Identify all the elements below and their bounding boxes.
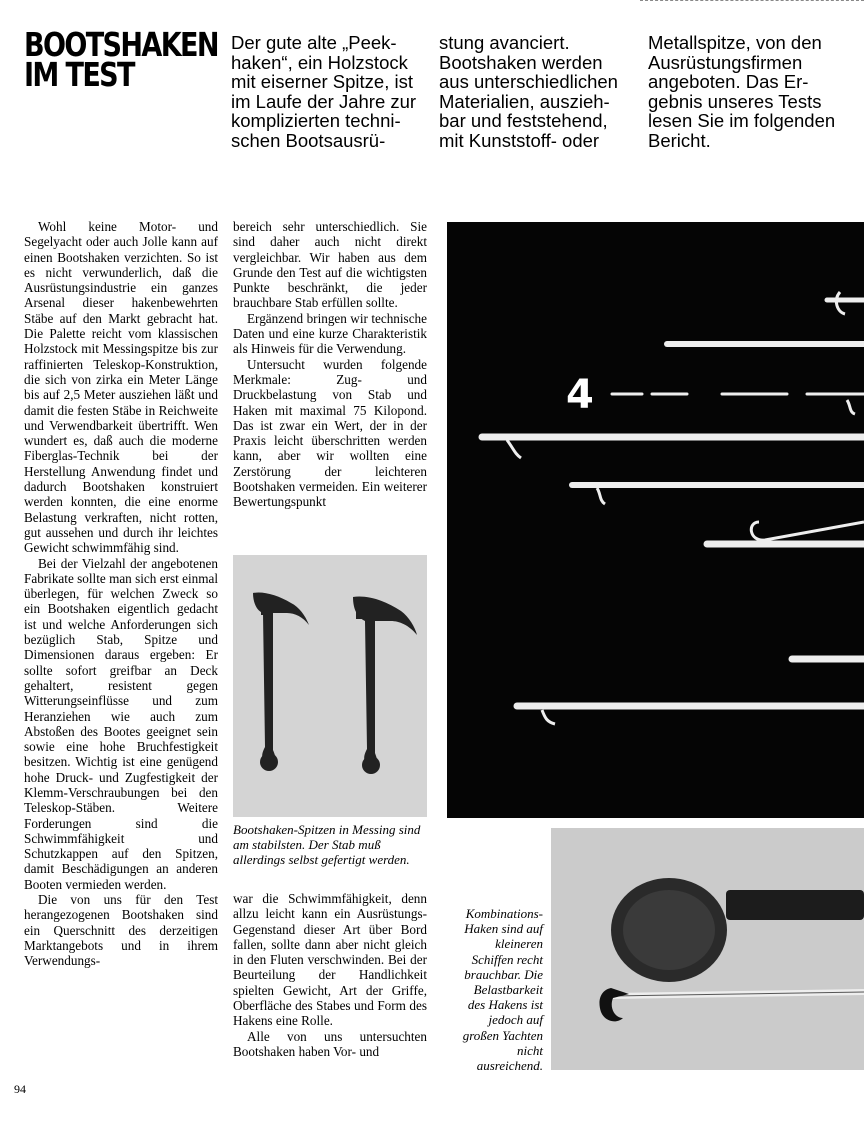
body-column-2-top <box>233 219 427 510</box>
intro-column-3 <box>648 33 860 151</box>
headline-line-2: IM TEST <box>24 55 134 94</box>
paragraph: bereich sehr unterschiedlich. Sie sind daher auch nicht direkt vergleichbar. Wir haben aus dem Grunde den Test auf die wichtigsten Punkte beschränkt, die jeder brauchbare Stab erfüllen sollte. <box>233 219 427 311</box>
paragraph: Alle von uns untersuchten Bootshaken haben Vor- und <box>233 1028 427 1059</box>
intro-column-1 <box>231 33 431 151</box>
paragraph: Bei der Vielzahl der angebotenen Fabrikate sollte man sich erst einmal überlegen, für welchen Zweck so ein Bootshaken eigentlich gedacht ist und welche Anforderungen sich bezüglich Stab, Spitze und Dimensionen daraus ergeben: Er sollte sofort greifbar an Deck gehaltert, resistent gegen Witterungseinflüsse und zum Heranziehen wie auch zum Abstoßen des Bootes geeignet sein sowie eine hohe Bruchfestigkeit besitzen. Wichtig ist eine genügend hohe Druck- und Zugfestigkeit der Klemm-Verschraubungen bei den Teleskop-Stäben. Weitere Forderungen sind die Schwimmfähigkeit und Schutzkappen auf den Spitzen, damit Beschädigungen an anderen Booten vermieden werden. <box>24 555 218 892</box>
paragraph: Wohl keine Motor- und Segelyacht oder auch Jolle kann auf einen Bootshaken verzichten. So ist es nicht verwunderlich, daß die Ausrüstungsindustrie ein ganzes Arsenal dieser hakenbewehrten Stäbe auf den Markt gebracht hat. Die Palette reicht vom klassischen Holzstock mit Messingspitze bis zur raffinierten Teleskop-Konstruktion, die sich von zirka ein Meter Länge bis auf 2,5 Meter ausziehen läßt und damit die festen Stäbe in Reichweite und Verwendbarkeit übertrifft. Wen wundert es, daß auch die moderne Fiberglas-Technik bei der Herstellung Anwendung findet und dadurch Bootshaken konstruiert werden konnten, die eine enorme Belastung verkraften, nicht rotten, gut aussehen und durch ihr leichtes Gewicht schwimmfähig sind. <box>24 219 218 556</box>
photo-boathooks-lineup <box>447 222 864 818</box>
caption-text: Bootshaken-Spitzen in Messing sind am stabilsten. Der Stab muß allerdings selbst gefertigt werden. <box>233 822 421 868</box>
paragraph: war die Schwimmfähigkeit, denn allzu leicht kann ein Ausrüstungs-Gegenstand dieser Art über Bord fallen, sollte dann aber nicht gleich in den Fluten verschwinden. Bei der Beurteilung der Handlichkeit spielten Gewicht, Art der Griffe, Oberfläche des Stabes und Form des Hakens eine Rolle. <box>233 891 427 1029</box>
photo-number-label: 4 <box>566 372 594 418</box>
intro-text-2: stung avanciert. Bootshaken werden aus unterschiedlichen Materialien, ausziеh- bar und feststehend, mit Kunststoff- oder <box>439 32 618 151</box>
paragraph: Ergänzend bringen wir technische Daten und eine kurze Charakteristik als Hinweis für die Verwendung. <box>233 310 427 357</box>
intro-column-2 <box>439 33 639 151</box>
headline-line-1: BOOTSHAKEN <box>24 25 218 64</box>
body-column-1 <box>24 219 218 969</box>
paragraph: Die von uns für den Test herangezogenen Bootshaken sind ein Querschnitt des derzeitigen Marktangebots und in ihrem Verwendungs- <box>24 892 218 969</box>
photo-combination-hook <box>551 828 864 1070</box>
paragraph: Untersucht wurden folgende Merkmale: Zug- und Druckbelastung von Stab und Haken mit maximal 75 Kilopond. Das ist zwar ein Wert, der in der Praxis leicht überschritten werden kann, aber wir wollten eine Zerstörung der leichteren Bootshaken vermeiden. Ein weiterer Bewertungspunkt <box>233 356 427 510</box>
body-column-2-bottom <box>233 891 427 1059</box>
intro-text-3: Metallspitze, von den Ausrüstungsfirmen angeboten. Das Er- gebnis unseres Tests lesen Sie im folgenden Bericht. <box>648 32 836 151</box>
intro-text-1: Der gute alte „Peek- haken“, ein Holzstock mit eiserner Spitze, ist im Laufe der Jahre zur komplizierten techni- schen Bootsausrü- <box>231 32 417 151</box>
top-rule <box>640 0 864 2</box>
caption-brass-hooks <box>233 822 427 868</box>
page-number: 94 <box>14 1082 26 1096</box>
caption-combination-hook <box>455 906 543 1073</box>
headline <box>24 25 218 94</box>
photo-brass-hooks <box>233 555 427 817</box>
caption-text: Kombinations-Haken sind auf kleineren Schiffen recht brauchbar. Die Belastbarkeit des Hakens ist jedoch auf großen Yachten nicht ausreichend. <box>462 906 543 1074</box>
